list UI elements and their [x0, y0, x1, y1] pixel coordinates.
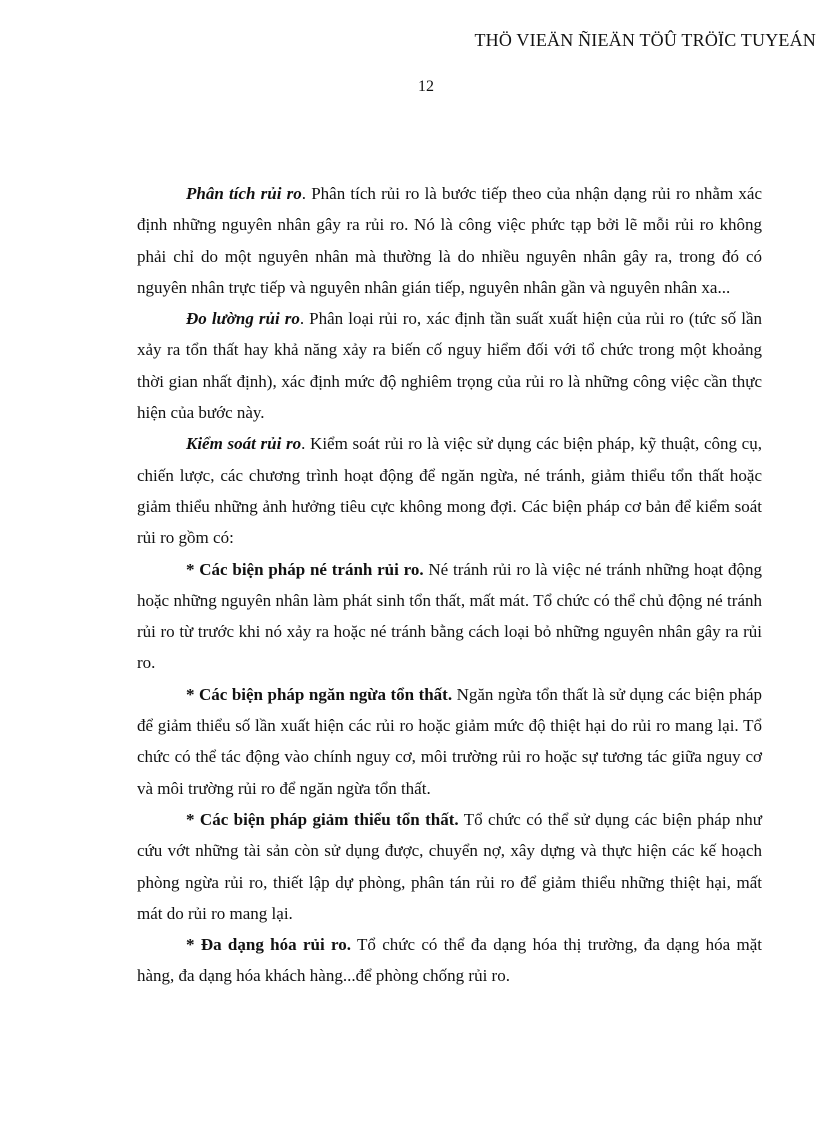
paragraph-risk-control: [137, 428, 762, 553]
term-risk-measurement: Đo lường rủi ro: [186, 309, 300, 329]
paragraph-text: . Phân tích rủi ro là bước tiếp theo của nhận dạng rủi ro nhằm xác định những nguyên nhân gây ra rủi ro. Nó là công việc phức tạp bởi lẽ mỗi rủi ro không phải chỉ do một nguyên nhân mà thường là do nhiều nguyên nhân gây ra, trong đó có nguyên nhân trực tiếp và nguyên nhân gián tiếp, nguyên nhân gần và nguyên nhân xa...: [137, 184, 762, 297]
paragraph-text: . Kiểm soát rủi ro là việc sử dụng các biện pháp, kỹ thuật, công cụ, chiến lược, các chương trình hoạt động để ngăn ngừa, né tránh, giảm thiểu tổn thất hoặc giảm thiểu những ảnh hưởng tiêu cực không mong đợi. Các biện pháp cơ bản để kiểm soát rủi ro gồm có:: [137, 434, 762, 548]
term-loss-prevention: * Các biện pháp ngăn ngừa tổn thất.: [186, 684, 453, 704]
paragraph-loss-reduction: [137, 804, 762, 929]
paragraph-text: Ngăn ngừa tổn thất là sử dụng các biện pháp để giảm thiểu số lần xuất hiện các rủi ro hoặc giảm mức độ thiệt hại do rủi ro mang lại. Tổ chức có thể tác động vào chính nguy cơ, môi trường rủi ro hoặc sự tương tác giữa nguy cơ và môi trường rủi ro để ngăn ngừa tổn thất.: [137, 684, 762, 798]
term-risk-diversification: * Đa dạng hóa rủi ro.: [186, 935, 351, 955]
paragraph-text: . Phân loại rủi ro, xác định tần suất xuất hiện của rủi ro (tức số lần xảy ra tổn thất hay khả năng xảy ra biến cố nguy hiểm đối với tổ chức trong một khoảng thời gian nhất định), xác định mức độ nghiêm trọng của rủi ro là những công việc cần thực hiện của bước này.: [137, 309, 762, 423]
header-title: THÖ VIEÄN ÑIEÄN TÖÛ TRÖÏC TUYEÁN: [474, 30, 816, 50]
page-number: 12: [418, 78, 434, 95]
paragraph-text: Né tránh rủi ro là việc né tránh những hoạt động hoặc những nguyên nhân làm phát sinh tổn thất, mất mát. Tổ chức có thể chủ động né tránh rủi ro từ trước khi nó xảy ra hoặc né tránh bằng cách loại bỏ những nguyên nhân gây ra rủi ro.: [137, 559, 762, 673]
term-risk-avoidance: * Các biện pháp né tránh rủi ro.: [186, 559, 424, 579]
paragraph-risk-avoidance: [137, 554, 762, 679]
paragraph-text: Tổ chức có thể đa dạng hóa thị trường, đa dạng hóa mặt hàng, đa dạng hóa khách hàng...để phòng chống rủi ro.: [137, 935, 762, 986]
term-risk-control: Kiểm soát rủi ro: [186, 434, 302, 454]
paragraph-loss-prevention: [137, 679, 762, 804]
term-risk-analysis: Phân tích rủi ro: [186, 184, 302, 203]
paragraph-risk-measurement: [137, 303, 762, 428]
paragraph-risk-diversification: [137, 929, 762, 992]
body-text: [137, 178, 762, 992]
paragraph-text: Tổ chức có thể sử dụng các biện pháp như cứu vớt những tài sản còn sử dụng được, chuyển nợ, xây dựng và thực hiện các kế hoạch phòng ngừa rủi ro, thiết lập dự phòng, phân tán rủi ro để giảm thiểu những thiệt hại, mất mát do rủi ro mang lại.: [137, 809, 762, 923]
term-loss-reduction: * Các biện pháp giảm thiểu tổn thất.: [186, 809, 459, 829]
paragraph-risk-analysis: [137, 178, 762, 303]
